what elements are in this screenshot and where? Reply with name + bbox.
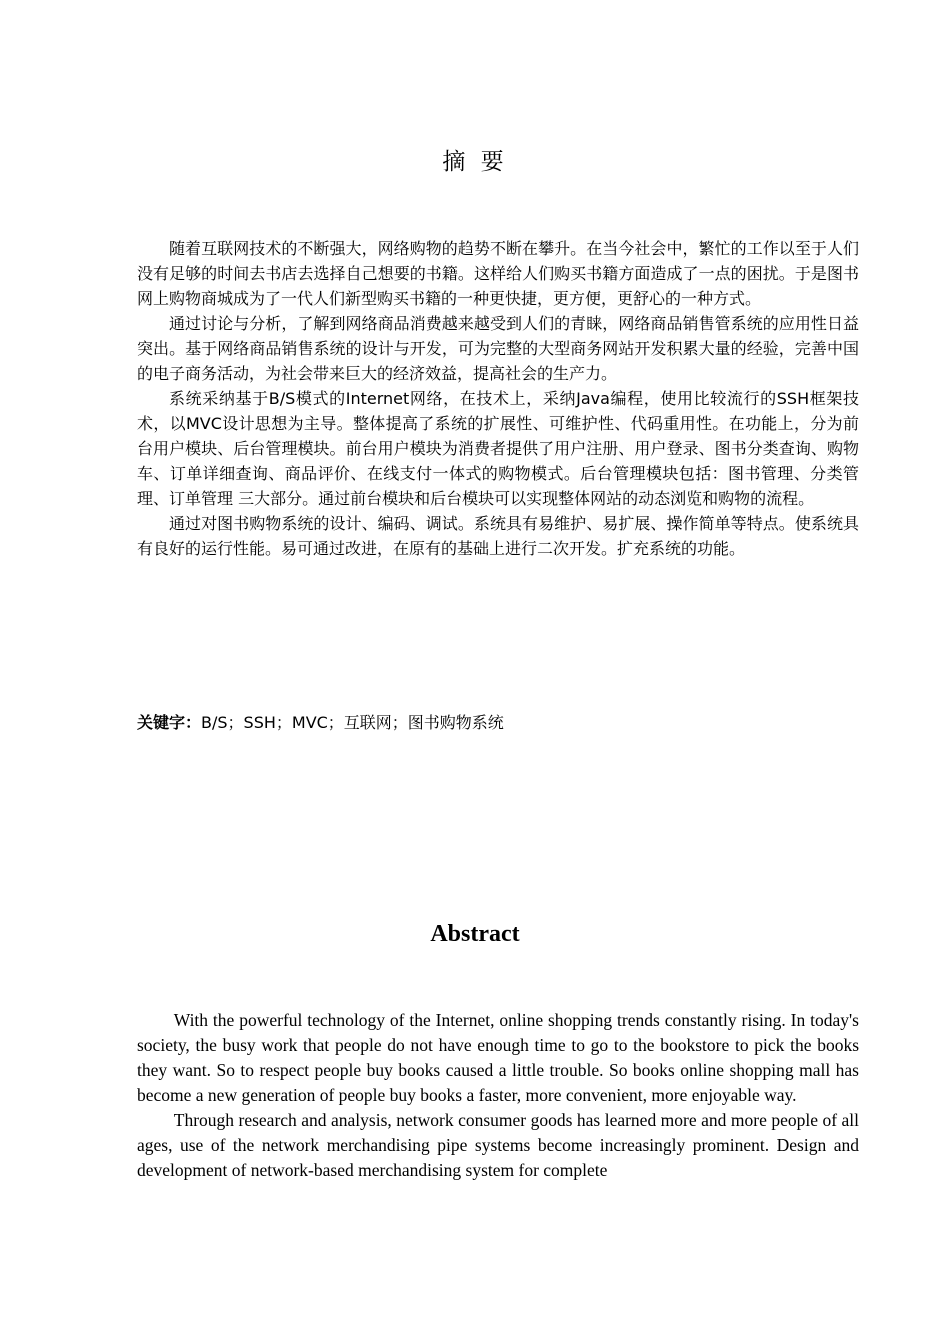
keywords-label: 关键字： [137,713,202,732]
chinese-paragraph-2: 通过讨论与分析，了解到网络商品消费越来越受到人们的青睐，网络商品销售管系统的应用性日益突出。基于网络商品销售系统的设计与开发，可为完整的大型商务网站开发积累大量的经验，完善中国的电子商务活动，为社会带来巨大的经济效益，提高社会的生产力。 [137,314,859,383]
english-paragraph-1: With the powerful technology of the Internet, online shopping trends constantly rising. In today's society, the busy work that people do not have enough time to go to the bookstore to pick the books they want. So to respect people buy books caused a little trouble. So books online shopping mall has become a new generation of people buy books a faster, more convenient, more enjoyable way. [137,1010,859,1105]
chinese-paragraph-3: 系统采纳基于B/S模式的Internet网络，在技术上，采纳Java编程，使用比较流行的SSH框架技术，以MVC设计思想为主导。整体提高了系统的扩展性、可维护性、代码重用性。在功能上，分为前台用户模块、后台管理模块。前台用户模块为消费者提供了用户注册、用户登录、图书分类查询、购物车、订单详细查询、商品评价、在线支付一体式的购物模式。后台管理模块包括：图书管理、分类管理、订单管理 三大部分。通过前台模块和后台模块可以实现整体网站的动态浏览和购物的流程。 [137,389,859,508]
english-abstract-title: Abstract [430,921,520,947]
keywords-value: B/S；SSH；MVC；互联网；图书购物系统 [201,713,504,732]
chinese-abstract-title: 摘 要 [442,149,508,175]
english-abstract-body [137,1008,859,1183]
english-paragraph-2: Through research and analysis, network consumer goods has learned more and more people of all ages, use of the network merchandising pipe systems become increasingly prominent. Design and development of network-based merchandising system for complete [137,1110,859,1180]
chinese-paragraph-4: 通过对图书购物系统的设计、编码、调试。系统具有易维护、易扩展、操作简单等特点。使系统具有良好的运行性能。易可通过改进，在原有的基础上进行二次开发。扩充系统的功能。 [137,514,859,558]
chinese-paragraph-1: 随着互联网技术的不断强大，网络购物的趋势不断在攀升。在当今社会中，繁忙的工作以至于人们没有足够的时间去书店去选择自己想要的书籍。这样给人们购买书籍方面造成了一点的困扰。于是图书网上购物商城成为了一代人们新型购买书籍的一种更快捷，更方便，更舒心的一种方式。 [137,239,859,308]
chinese-abstract-body [137,236,859,561]
keywords-line [137,710,859,735]
